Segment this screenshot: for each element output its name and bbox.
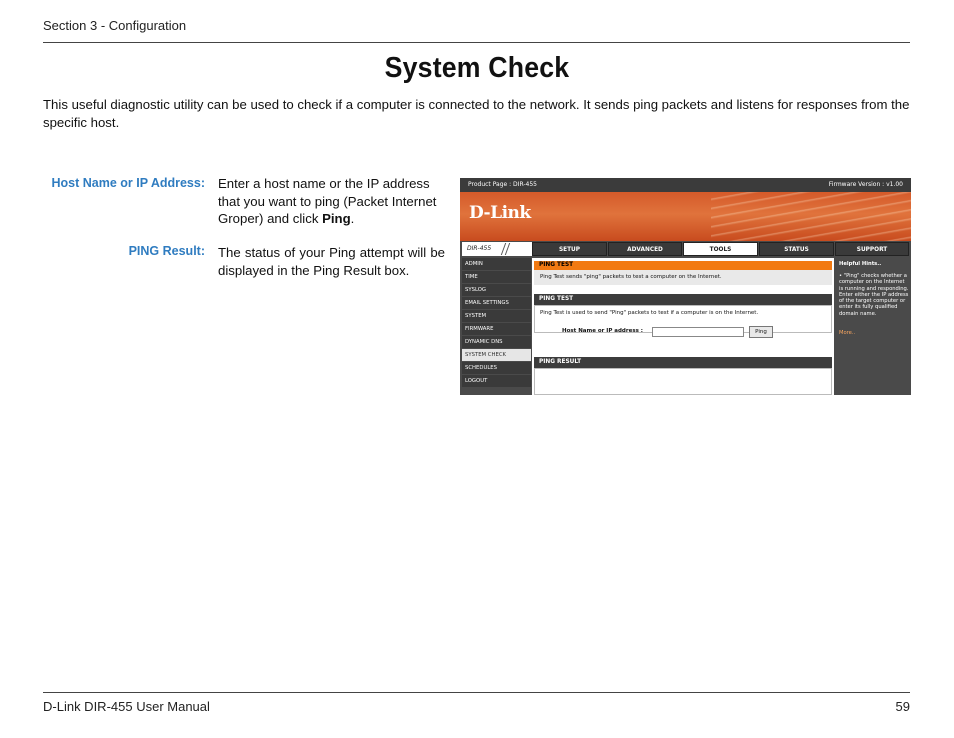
- intro-paragraph: This useful diagnostic utility can be used to check if a computer is connected to the network. It sends ping packets and listens for responses from the specific host.: [43, 97, 910, 130]
- ping-button[interactable]: Ping: [749, 326, 773, 338]
- banner-stripes: [711, 192, 911, 241]
- router-screenshot: [460, 178, 911, 395]
- host-name-input[interactable]: [652, 327, 744, 337]
- sidebar: [462, 258, 531, 388]
- footer-manual-title: D-Link DIR-455 User Manual: [43, 699, 210, 714]
- model-slash-icon: [505, 243, 510, 255]
- sidebar-item-logout[interactable]: LOGOUT: [462, 375, 531, 387]
- sidebar-item-syslog[interactable]: SYSLOG: [462, 284, 531, 296]
- definition-text-host: [218, 175, 445, 228]
- footer-divider: [43, 692, 910, 693]
- dlink-logo: D-Link: [469, 203, 531, 223]
- sidebar-item-time[interactable]: TIME: [462, 271, 531, 283]
- page-title: System Check: [384, 52, 570, 84]
- host-text-bold: Ping: [322, 211, 351, 226]
- section-header: Section 3 - Configuration: [43, 18, 187, 33]
- definition-term-host: Host Name or IP Address:: [51, 176, 205, 190]
- tab-tools[interactable]: TOOLS: [683, 242, 758, 256]
- main-content: [532, 258, 834, 395]
- ping-test-section-desc: Ping Test is used to send "Ping" packets to test if a computer is on the Internet.: [540, 310, 759, 316]
- tab-support[interactable]: SUPPORT: [835, 242, 909, 256]
- ping-result-box: [534, 368, 832, 395]
- tab-status[interactable]: STATUS: [759, 242, 834, 256]
- sidebar-item-system-check[interactable]: SYSTEM CHECK: [462, 349, 531, 361]
- host-text-before: Enter a host name or the IP address that you want to ping (Packet Internet Groper) and click: [218, 176, 437, 226]
- firmware-version-label: Firmware Version : v1.00: [828, 181, 903, 188]
- host-name-label: Host Name or IP address :: [562, 328, 643, 334]
- ping-test-title: PING TEST: [534, 261, 832, 270]
- sidebar-item-schedules[interactable]: SCHEDULES: [462, 362, 531, 374]
- sidebar-item-email-settings[interactable]: EMAIL SETTINGS: [462, 297, 531, 309]
- ping-test-desc: Ping Test sends "ping" packets to test a computer on the Internet.: [534, 270, 832, 285]
- sidebar-item-system[interactable]: SYSTEM: [462, 310, 531, 322]
- model-label: DIR-455: [467, 245, 492, 252]
- model-badge: [462, 242, 532, 256]
- tab-advanced[interactable]: ADVANCED: [608, 242, 682, 256]
- ping-result-header: PING RESULT: [534, 357, 832, 368]
- hints-text: • "Ping" checks whether a computer on the Internet is running and responding. Enter either the IP address of the target computer or enter its fully qualified domain name.: [839, 273, 909, 317]
- definition-text-ping-result: The status of your Ping attempt will be displayed in the Ping Result box.: [218, 245, 445, 278]
- router-banner: [460, 192, 911, 241]
- hints-more-link[interactable]: More..: [839, 330, 856, 336]
- page-number: 59: [895, 699, 910, 714]
- header-divider: [43, 42, 910, 43]
- host-text-after: .: [350, 211, 355, 226]
- tab-setup[interactable]: SETUP: [532, 242, 607, 256]
- hints-title: Helpful Hints..: [839, 261, 882, 267]
- sidebar-item-admin[interactable]: ADMIN: [462, 258, 531, 270]
- definition-term-ping-result: PING Result:: [128, 244, 205, 258]
- sidebar-item-dynamic-dns[interactable]: DYNAMIC DNS: [462, 336, 531, 348]
- router-topbar: [460, 178, 911, 192]
- product-page-label: Product Page : DIR-455: [468, 181, 537, 188]
- ping-test-section-header: PING TEST: [534, 294, 832, 305]
- sidebar-item-firmware[interactable]: FIRMWARE: [462, 323, 531, 335]
- helpful-hints-panel: [836, 258, 911, 395]
